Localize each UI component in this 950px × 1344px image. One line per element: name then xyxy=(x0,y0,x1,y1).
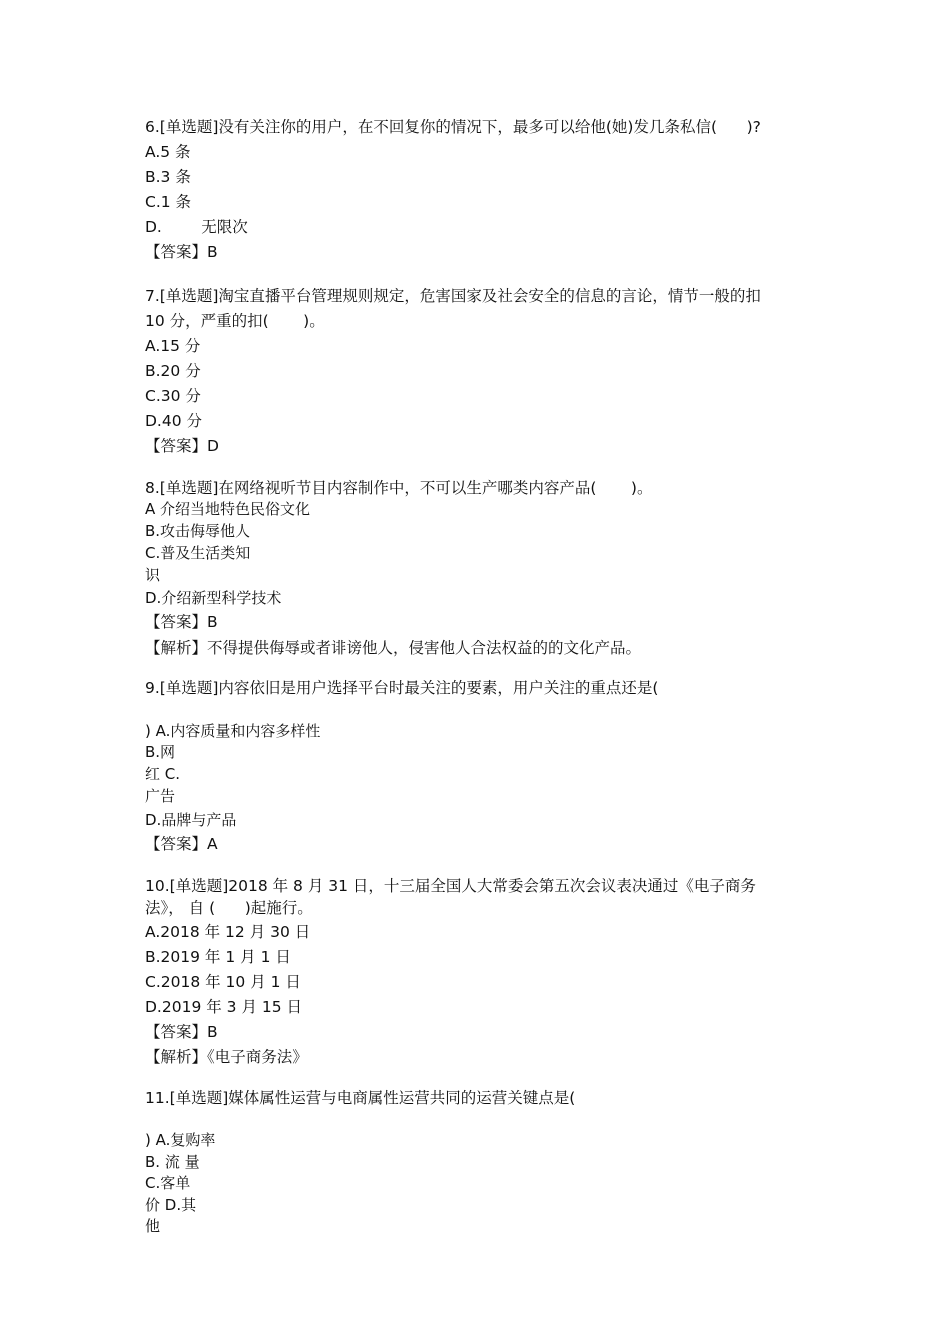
question-7-answer: 【答案】D xyxy=(145,437,219,455)
question-10-stem-line2: 法》， 自 ( )起施行。 xyxy=(145,899,313,917)
question-11-option-c-line2: 价 D.其 xyxy=(145,1196,197,1214)
question-11-option-d: 他 xyxy=(145,1217,161,1235)
question-8-analysis: 【解析】不得提供侮辱或者诽谤他人，侵害他人合法权益的的文化产品。 xyxy=(145,639,642,657)
question-10-option-d: D.2019 年 3 月 15 日 xyxy=(145,998,303,1016)
question-9-answer: 【答案】A xyxy=(145,835,218,853)
question-8-answer: 【答案】B xyxy=(145,613,218,631)
question-6-stem: 6.[单选题]没有关注你的用户，在不回复你的情况下，最多可以给他(她)发几条私信( )? xyxy=(145,118,761,136)
question-9-option-c: 广告 xyxy=(145,787,176,805)
question-10-stem-line1: 10.[单选题]2018 年 8 月 31 日，十三届全国人大常委会第五次会议表决通过《电子商务 xyxy=(145,877,756,895)
question-8-option-b: B.攻击侮辱他人 xyxy=(145,522,251,540)
question-9-option-d: D.品牌与产品 xyxy=(145,811,237,829)
question-9-option-a: ) A.内容质量和内容多样性 xyxy=(145,722,321,740)
question-6-answer: 【答案】B xyxy=(145,243,218,261)
question-10-option-b: B.2019 年 1 月 1 日 xyxy=(145,948,291,966)
question-8-option-c-line2: 识 xyxy=(145,566,161,584)
question-6-option-a: A.5 条 xyxy=(145,143,191,161)
question-7-stem-line2: 10 分，严重的扣( )。 xyxy=(145,312,325,330)
question-6-option-b: B.3 条 xyxy=(145,168,191,186)
question-10-answer: 【答案】B xyxy=(145,1023,218,1041)
question-8-option-d: D.介绍新型科学技术 xyxy=(145,589,282,607)
question-11-option-b: B. 流 量 xyxy=(145,1153,200,1171)
question-9-option-b-line2: 红 C. xyxy=(145,765,181,783)
question-7-option-d: D.40 分 xyxy=(145,412,203,430)
question-11-stem: 11.[单选题]媒体属性运营与电商属性运营共同的运营关键点是( xyxy=(145,1089,576,1107)
question-10-option-c: C.2018 年 10 月 1 日 xyxy=(145,973,301,991)
question-7-option-b: B.20 分 xyxy=(145,362,201,380)
question-11-option-c-line1: C.客单 xyxy=(145,1174,191,1192)
question-6-option-c: C.1 条 xyxy=(145,193,192,211)
question-7-option-a: A.15 分 xyxy=(145,337,201,355)
question-8-option-c-line1: C.普及生活类知 xyxy=(145,544,251,562)
question-8-stem: 8.[单选题]在网络视听节目内容制作中，不可以生产哪类内容产品( )。 xyxy=(145,479,653,497)
question-11-option-a: ) A.复购率 xyxy=(145,1131,216,1149)
question-7-stem-line1: 7.[单选题]淘宝直播平台管理规则规定，危害国家及社会安全的信息的言论，情节一般的扣 xyxy=(145,287,761,305)
question-9-option-b-line1: B.网 xyxy=(145,743,176,761)
question-7-option-c: C.30 分 xyxy=(145,387,201,405)
question-8-option-a: A 介绍当地特色民俗文化 xyxy=(145,500,311,518)
question-10-analysis: 【解析】《电子商务法》 xyxy=(145,1048,308,1066)
question-6-option-d: D. 无限次 xyxy=(145,218,248,236)
question-10-option-a: A.2018 年 12 月 30 日 xyxy=(145,923,311,941)
question-9-stem: 9.[单选题]内容依旧是用户选择平台时最关注的要素，用户关注的重点还是( xyxy=(145,679,659,697)
